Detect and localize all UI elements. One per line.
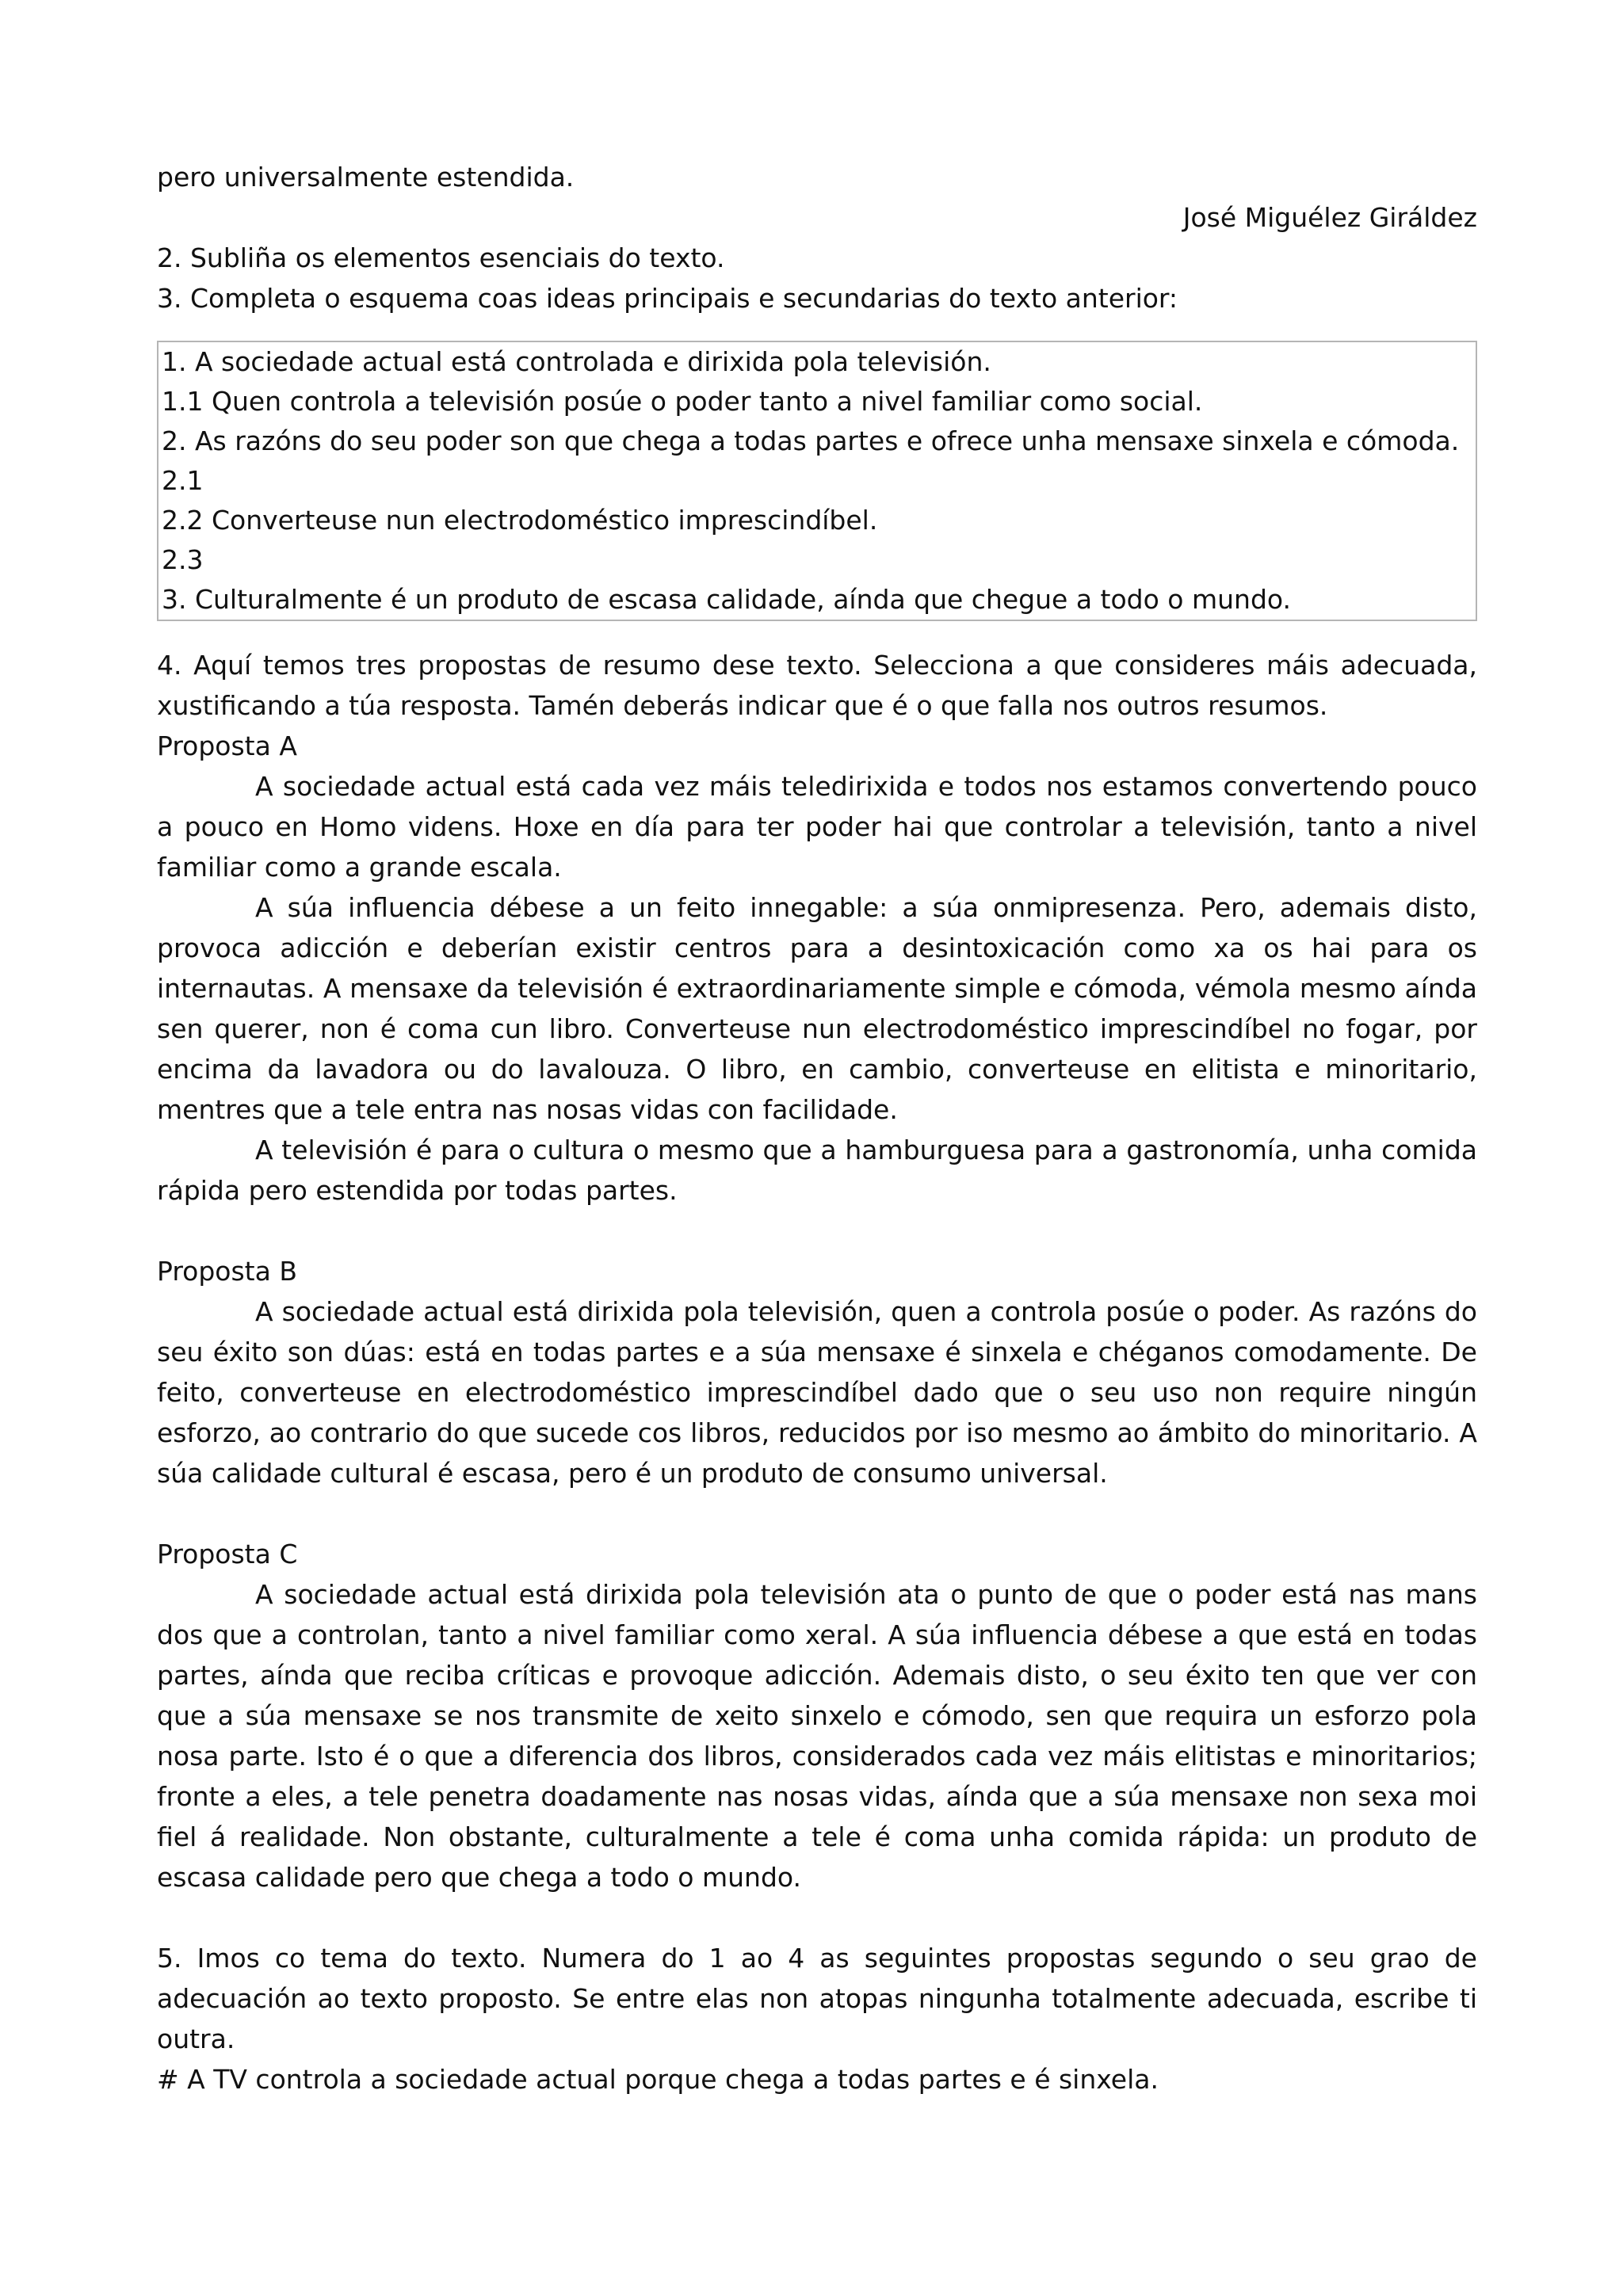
- question-2: 2. Subliña os elementos esenciais do texto.: [157, 242, 725, 273]
- intro-end-text: pero universalmente estendida.: [157, 162, 575, 193]
- scheme-line: 2.2 Converteuse nun electrodoméstico imprescindíbel.: [162, 505, 878, 536]
- proposal-c-paragraph: A sociedade actual está dirixida pola televisión ata o punto de que o poder está nas mans dos que a controlan, tanto a nivel familiar como xeral. A súa influencia débese a que está en todas partes, aínda que reciba críticas e provoque adicción. Ademais disto, o seu éxito ten que ver con que a súa mensaxe se nos transmite de xeito sinxelo e cómodo, sen que requira un esforzo pola nosa parte. Isto é o que a diferencia dos libros, considerados cada vez máis elitistas e minoritarios; fronte a eles, a tele penetra doadamente nas nosas vidas, aínda que a súa mensaxe non sexa moi fiel á realidade. Non obstante, culturalmente a tele é coma unha comida rápida: un produto de escasa calidade pero que chega a todo o mundo.: [157, 1579, 1477, 1893]
- scheme-line: 2. As razóns do seu poder son que chega a todas partes e ofrece unha mensaxe sinxela e cómoda.: [162, 425, 1460, 456]
- question-3: 3. Completa o esquema coas ideas principais e secundarias do texto anterior:: [157, 283, 1178, 314]
- scheme-line: 2.1: [162, 465, 204, 496]
- proposal-a-paragraph: A televisión é para o cultura o mesmo que a hamburguesa para a gastronomía, unha comida rápida pero estendida por todas partes.: [157, 1135, 1477, 1206]
- scheme-line: 1. A sociedade actual está controlada e dirixida pola televisión.: [162, 346, 991, 377]
- proposal-b-title: Proposta B: [157, 1256, 297, 1287]
- document-page: [157, 157, 1477, 2100]
- scheme-line: 3. Culturalmente é un produto de escasa calidade, aínda que chegue a todo o mundo.: [162, 584, 1291, 615]
- proposal-a-paragraph: A súa influencia débese a un feito innegable: a súa onmipresenza. Pero, ademais disto, provoca adicción e deberían existir centros para a desintoxicación como xa os hai para os internautas. A mensaxe da televisión é extraordinariamente simple e cómoda, vémola mesmo aínda sen querer, non é coma cun libro. Converteuse nun electrodoméstico imprescindíbel no fogar, por encima da lavadora ou do lavalouza. O libro, en cambio, converteuse en elitista e minoritario, mentres que a tele entra nas nosas vidas con facilidade.: [157, 892, 1477, 1125]
- question-4: 4. Aquí temos tres propostas de resumo dese texto. Selecciona a que consideres máis adecuada, xustificando a túa resposta. Tamén deberás indicar que é o que falla nos outros resumos.: [157, 650, 1477, 721]
- proposal-a-title: Proposta A: [157, 730, 297, 761]
- author-signature: José Miguélez Giráldez: [1182, 202, 1477, 233]
- proposal-b-paragraph: A sociedade actual está dirixida pola televisión, quen a controla posúe o poder. As razóns do seu éxito son dúas: está en todas partes e a súa mensaxe é sinxela e chéganos comodamente. De feito, converteuse en electrodoméstico imprescindíbel dado que o seu uso non require ningún esforzo, ao contrario do que sucede cos libros, reducidos por iso mesmo ao ámbito do minoritario. A súa calidade cultural é escasa, pero é un produto de consumo universal.: [157, 1296, 1477, 1489]
- proposal-c-title: Proposta C: [157, 1539, 298, 1569]
- scheme-line: 1.1 Quen controla a televisión posúe o poder tanto a nivel familiar como social.: [162, 386, 1203, 417]
- question-5: 5. Imos co tema do texto. Numera do 1 ao 4 as seguintes propostas segundo o seu grao de adecuación ao texto proposto. Se entre elas non atopas ningunha totalmente adecuada, escribe ti outra.: [157, 1943, 1477, 2054]
- question-5-item: # A TV controla a sociedade actual porque chega a todas partes e é sinxela.: [157, 2064, 1159, 2095]
- proposal-a-paragraph: A sociedade actual está cada vez máis teledirixida e todos nos estamos convertendo pouco a pouco en Homo videns. Hoxe en día para ter poder hai que controlar a televisión, tanto a nivel familiar como a grande escala.: [157, 771, 1477, 883]
- scheme-box: [157, 341, 1477, 621]
- scheme-line: 2.3: [162, 544, 204, 575]
